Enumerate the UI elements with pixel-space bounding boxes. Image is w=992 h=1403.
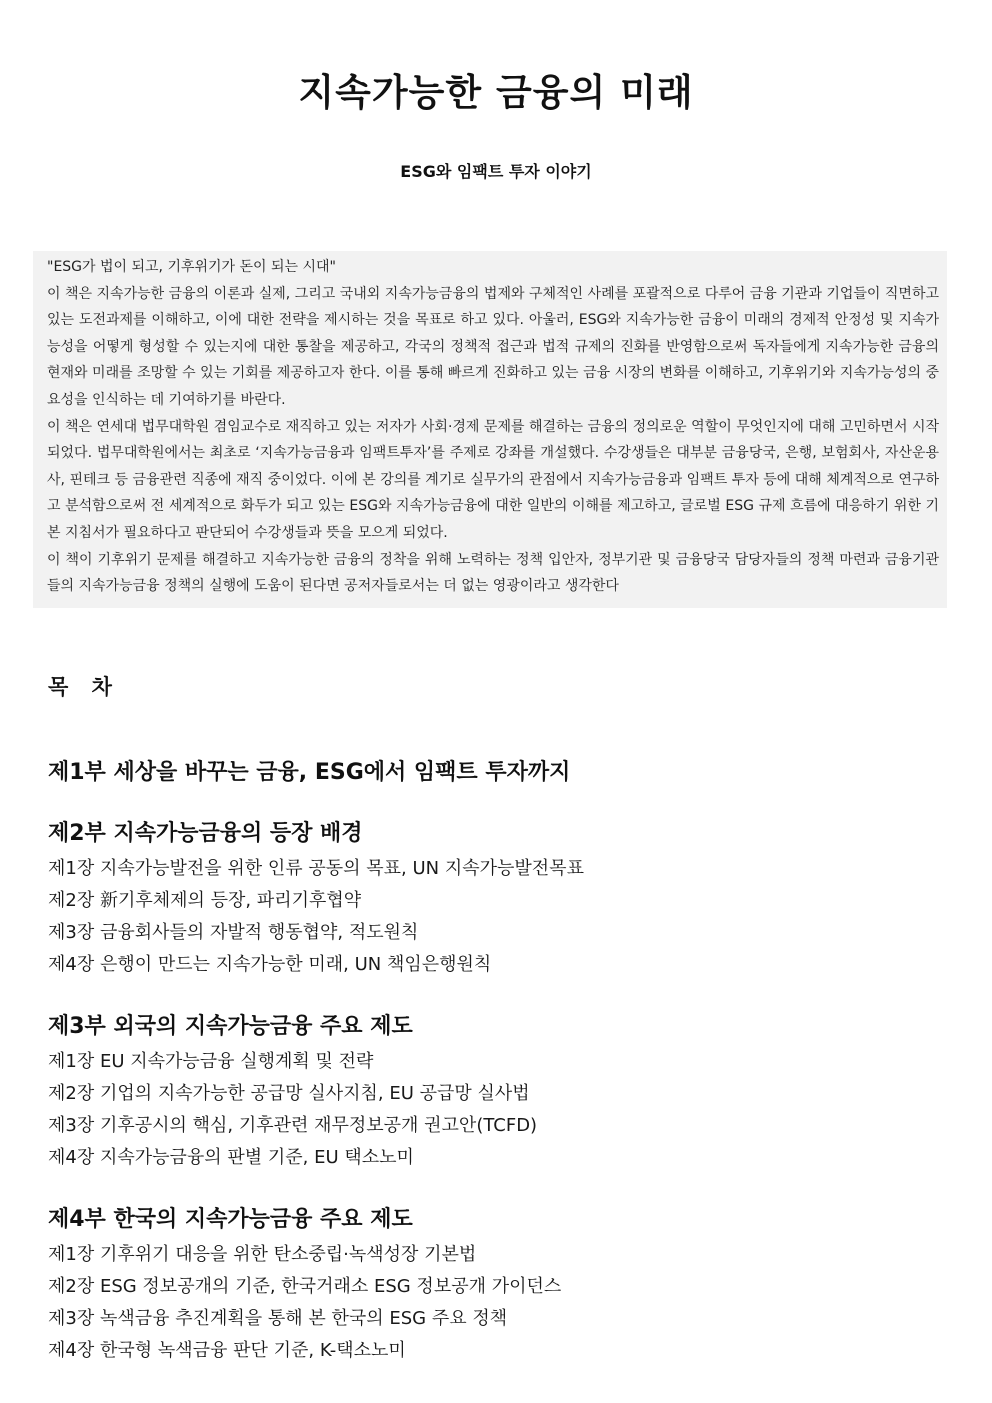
intro-paragraph: 이 책이 기후위기 문제를 해결하고 지속가능한 금융의 정착을 위해 노력하는 정책 입안자, 정부기관 및 금융당국 담당자들의 정책 마련과 금융기관들의 지속가능금융 정책의 실행에 도움이 된다면 공저자들로서는 더 없는 영광이라고 생각한다 [47, 551, 939, 595]
part-title: 제3부 외국의 지속가능금융 주요 제도 [48, 1014, 413, 1039]
toc-part-2 [48, 819, 948, 981]
chapter-item: 제1장 지속가능발전을 위한 인류 공동의 목표, UN 지속가능발전목표 [48, 858, 584, 879]
chapter-item: 제1장 EU 지속가능금융 실행계획 및 전략 [48, 1051, 374, 1072]
part-title: 제2부 지속가능금융의 등장 배경 [48, 821, 363, 846]
chapter-item: 제2장 기업의 지속가능한 공급망 실사지침, EU 공급망 실사법 [48, 1083, 530, 1104]
part-title: 제1부 세상을 바꾸는 금융, ESG에서 임팩트 투자까지 [48, 760, 571, 785]
intro-quote: "ESG가 법이 되고, 기후위기가 돈이 되는 시대" [47, 259, 336, 275]
toc-part-3 [48, 1012, 948, 1174]
toc-heading: 목 차 [48, 675, 120, 699]
chapter-item: 제4장 은행이 만드는 지속가능한 미래, UN 책임은행원칙 [48, 954, 492, 975]
chapter-item: 제3장 녹색금융 추진계획을 통해 본 한국의 ESG 주요 정책 [48, 1308, 508, 1329]
chapter-item: 제4장 지속가능금융의 판별 기준, EU 택소노미 [48, 1147, 414, 1168]
intro-paragraph: 이 책은 지속가능한 금융의 이론과 실제, 그리고 국내외 지속가능금융의 법제와 구체적인 사례를 포괄적으로 다루어 금융 기관과 기업들이 직면하고 있는 도전과제를 이해하고, 이에 대한 전략을 제시하는 것을 목표로 하고 있다. 아울러, ESG와 지속가능한 금융이 미래의 경제적 안정성 및 지속가능성을 어떻게 형성할 수 있는지에 대한 통찰을 제공하고, 각국의 정책적 접근과 법적 규제의 진화를 반영함으로써 독자들에게 지속가능한 금융의 현재와 미래를 조망할 수 있는 기회를 제공하고자 한다. 이를 통해 빠르게 진화하고 있는 금융 시장의 변화를 이해하고, 기후위기와 지속가능성의 중요성을 인식하는 데 기여하기를 바란다. [47, 285, 939, 408]
part-title: 제4부 한국의 지속가능금융 주요 제도 [48, 1207, 413, 1232]
book-subtitle: ESG와 임팩트 투자 이야기 [400, 162, 592, 181]
book-title: 지속가능한 금융의 미래 [298, 71, 694, 114]
toc-part-1 [48, 758, 948, 788]
intro-paragraph: 이 책은 연세대 법무대학원 겸임교수로 재직하고 있는 저자가 사회·경제 문제를 해결하는 금융의 정의로운 역할이 무엇인지에 대해 고민하면서 시작되었다. 법무대학원에서는 최초로 ‘지속가능금융과 임팩트투자’를 주제로 강좌를 개설했다. 수강생들은 대부분 금융당국, 은행, 보험회사, 자산운용사, 핀테크 등 금융관련 직종에 재직 중이었다. 이에 본 강의를 계기로 실무가의 관점에서 지속가능금융과 임팩트 투자 등에 대해 체계적으로 연구하고 분석함으로써 전 세계적으로 화두가 되고 있는 ESG와 지속가능금융에 대한 일반의 이해를 제고하고, 글로벌 ESG 규제 흐름에 대응하기 위한 기본 지침서가 필요하다고 판단되어 수강생들과 뜻을 모으게 되었다. [47, 418, 939, 541]
chapter-item: 제2장 ESG 정보공개의 기준, 한국거래소 ESG 정보공개 가이던스 [48, 1276, 562, 1297]
chapter-item: 제2장 新기후체제의 등장, 파리기후협약 [48, 890, 362, 911]
table-of-contents [48, 672, 948, 1398]
chapter-item: 제3장 기후공시의 핵심, 기후관련 재무정보공개 권고안(TCFD) [48, 1115, 538, 1136]
chapter-item: 제1장 기후위기 대응을 위한 탄소중립·녹색성장 기본법 [48, 1244, 477, 1265]
intro-box [33, 251, 947, 608]
chapter-item: 제3장 금융회사들의 자발적 행동협약, 적도원칙 [48, 922, 419, 943]
toc-part-4 [48, 1205, 948, 1367]
chapter-item: 제4장 한국형 녹색금융 판단 기준, K-택소노미 [48, 1340, 406, 1361]
